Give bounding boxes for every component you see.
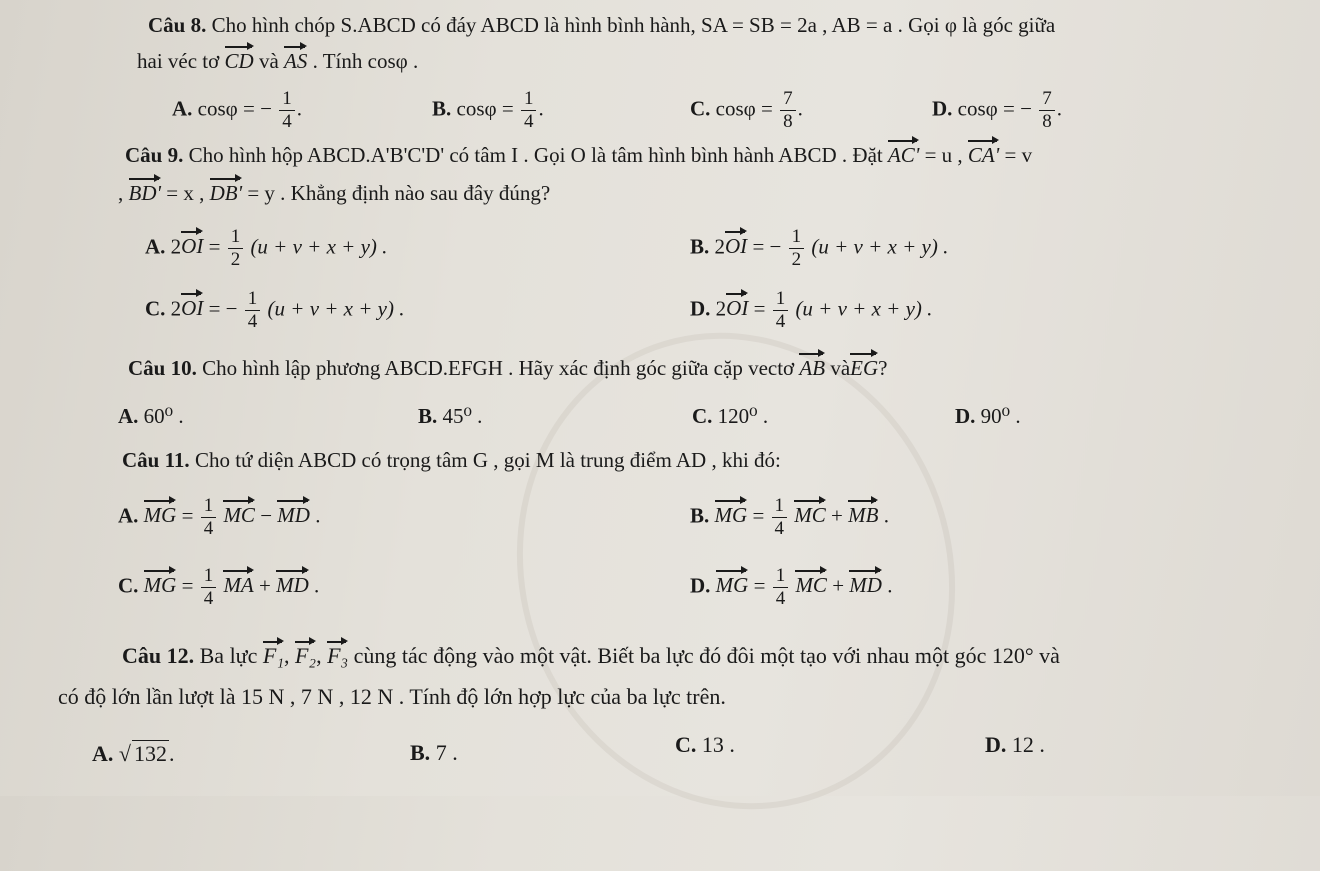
frac-num: 1 (772, 495, 788, 518)
frac-num: 7 (1039, 88, 1055, 111)
q11-option-b-lhs: MG (714, 503, 748, 528)
frac-num: 7 (780, 88, 796, 111)
q12-option-d[interactable] (985, 732, 1045, 758)
q10-vector-eg: EG (850, 356, 879, 380)
q11-option-b-term1: MC (794, 503, 826, 528)
q11-option-c-op: + (259, 573, 271, 598)
q9-option-c-rhs: (u + v + x + y) . (267, 296, 405, 321)
q8-option-c-pre: cosφ = (715, 96, 773, 121)
q11-option-c[interactable] (118, 565, 319, 610)
q9-option-d-rhs: (u + v + x + y) . (795, 296, 933, 321)
q9-option-c-lhs: 2 (170, 296, 182, 321)
q10-option-c[interactable] (692, 403, 768, 429)
q12-option-d-key: D. (985, 732, 1007, 757)
q9-eq-u: = u , (924, 143, 963, 167)
q11-option-d-eq: = (753, 573, 766, 598)
q9-option-d-frac (773, 288, 789, 333)
q10-label: Câu 10. (128, 356, 197, 380)
q8-option-a-pre: cosφ = − (197, 96, 272, 121)
frac-num: 1 (201, 565, 217, 588)
q12-option-b[interactable] (410, 740, 458, 766)
q11-option-d-term1: MC (795, 573, 827, 598)
q10-option-b-key: B. (418, 404, 438, 428)
frac-den: 4 (282, 111, 292, 132)
q8-option-b-key: B. (432, 96, 452, 121)
q10-qmark: ? (878, 356, 888, 380)
q8-option-a[interactable]: A. cosφ = − $\frac{1}{4}$ . (172, 88, 302, 132)
q9-option-a-rhs: (u + v + x + y) . (250, 234, 388, 259)
frac-den: 2 (791, 249, 802, 270)
q9-comma: , (118, 181, 124, 205)
q12-option-b-key: B. (410, 740, 431, 765)
q8-line2 (137, 48, 418, 74)
q9-eq-v: = v (1004, 143, 1033, 167)
q8-option-d[interactable]: D. cosφ = − $\frac{7}{8}$ . (932, 88, 1062, 132)
q11-option-a-term2: MD (277, 503, 310, 528)
q9-option-a-vec: OI (181, 234, 204, 259)
frac-num: 1 (245, 288, 261, 311)
q9-option-c[interactable] (145, 288, 405, 333)
q12-line1: Câu 12. Ba lực F₁, F₂, F₃ cùng tác động vào một vật. Biết ba lực đó đôi một tạo với nhau một góc 120° và (122, 643, 1060, 668)
q8-vector-as: AS (284, 49, 308, 73)
q10-option-b[interactable] (418, 403, 482, 429)
q11-option-a-op: − (260, 503, 273, 528)
q9-option-b[interactable] (690, 226, 948, 271)
q12-option-c-val: 13 . (701, 732, 735, 757)
q12-option-c-key: C. (675, 732, 697, 757)
q10-option-a-key: A. (118, 404, 139, 428)
q9-vector-db: DB' (209, 181, 243, 205)
q10-option-c-val: 120⁰ . (717, 404, 769, 428)
q12-text1-pre: Ba lực (199, 643, 258, 668)
q11-option-b-frac (772, 495, 788, 540)
q8-text2-post: . Tính cosφ . (312, 49, 419, 73)
frac-num: 1 (773, 565, 789, 588)
frac-den: 4 (523, 111, 534, 132)
frac-den: 8 (1042, 111, 1052, 132)
q12-option-c[interactable] (675, 732, 735, 758)
q11-option-c-term1: MA (223, 573, 254, 598)
q12-label: Câu 12. (122, 643, 195, 668)
q12-force-f2: F₂ (294, 643, 317, 668)
q11-line1 (122, 447, 781, 473)
q9-vector-bd: BD' (128, 181, 161, 205)
q12-text2: có độ lớn lần lượt là 15 N , 7 N , 12 N . Tính độ lớn hợp lực của ba lực trên. (58, 684, 726, 709)
frac-num: 1 (279, 88, 295, 111)
q12-text1-post: cùng tác động vào một vật. Biết ba lực đó đôi một tạo với nhau một góc 120° và (353, 643, 1060, 668)
q8-option-b-pre: cosφ = (456, 96, 514, 121)
q11-option-a-lhs: MG (143, 503, 177, 528)
q9-option-a-eq: = (208, 234, 221, 259)
q11-option-d-term2: MD (849, 573, 882, 598)
q9-eq-x: = x , (166, 181, 205, 205)
q9-option-b-rhs: (u + v + x + y) . (811, 234, 949, 259)
q11-option-d-key: D. (690, 573, 711, 598)
q11-option-c-end: . (314, 573, 320, 598)
q9-option-d-vec: OI (726, 296, 749, 321)
q9-option-c-vec: OI (181, 296, 204, 321)
q9-line1 (125, 142, 1032, 168)
q11-option-b-term2: MB (848, 503, 879, 528)
q11-option-b-op: + (831, 503, 843, 528)
q11-option-c-term2: MD (276, 573, 309, 598)
q11-text1: Cho tứ diện ABCD có trọng tâm G , gọi M là trung điểm AD , khi đó: (194, 448, 781, 472)
q8-option-b-frac (521, 88, 537, 133)
q8-option-c-key: C. (690, 96, 711, 121)
q10-option-b-val: 45⁰ . (442, 404, 483, 428)
q12-option-a-val: 132 (133, 741, 167, 766)
q11-option-d-lhs: MG (715, 573, 749, 598)
q11-option-a-eq: = (181, 503, 194, 528)
q9-option-d-lhs: 2 (715, 296, 727, 321)
q11-option-d-frac (773, 565, 789, 610)
q10-option-d-val: 90⁰ . (980, 404, 1021, 428)
q12-line2 (58, 684, 726, 710)
q12-option-a-end: . (168, 741, 175, 766)
q9-option-a-lhs: 2 (170, 234, 182, 259)
q8-option-c-frac (780, 88, 796, 133)
q10-option-a-val: 60⁰ . (143, 404, 184, 428)
q11-option-c-lhs: MG (143, 573, 177, 598)
q11-option-d[interactable] (690, 565, 892, 610)
q8-text2-pre: hai véc tơ (137, 49, 220, 73)
q9-option-b-frac (789, 226, 805, 271)
q9-option-a[interactable] (145, 226, 387, 271)
q12-option-a[interactable]: A. √ 132. (92, 741, 175, 766)
frac-den: 4 (203, 518, 214, 539)
q9-vector-ac: AC' (887, 143, 920, 167)
q8-option-a-key: A. (172, 96, 193, 121)
q10-option-d[interactable] (955, 403, 1021, 429)
q10-option-d-key: D. (955, 404, 976, 428)
q9-option-a-key: A. (145, 234, 166, 259)
q8-label: Câu 8. (148, 13, 207, 37)
q11-option-a-end: . (315, 503, 321, 528)
frac-den: 4 (247, 311, 258, 332)
q9-option-c-frac (245, 288, 261, 333)
q11-option-c-frac (201, 565, 217, 610)
frac-num: 1 (789, 226, 805, 249)
frac-num: 1 (228, 226, 244, 249)
q11-label: Câu 11. (122, 448, 190, 472)
frac-num: 1 (521, 88, 537, 111)
q12-option-d-val: 12 . (1011, 732, 1045, 757)
frac-num: 1 (773, 288, 789, 311)
q9-option-b-eq: = − (752, 234, 782, 259)
q9-option-c-eq: = − (208, 296, 238, 321)
q12-option-a-key: A. (92, 741, 114, 766)
q11-option-a[interactable] (118, 495, 320, 540)
q10-text1: Cho hình lập phương ABCD.EFGH . Hãy xác định góc giữa cặp vectơ (202, 356, 795, 380)
q9-vector-ca: CA' (967, 143, 1000, 167)
q8-text1: Cho hình chóp S.ABCD có đáy ABCD là hình bình hành, SA = SB = 2a , AB = a . Gọi φ là góc giữa (211, 13, 1056, 37)
q10-vector-ab: AB (799, 356, 826, 380)
q9-option-d-eq: = (753, 296, 766, 321)
q9-option-b-key: B. (690, 234, 710, 259)
q8-option-d-frac (1039, 88, 1055, 133)
q11-option-b-key: B. (690, 503, 710, 528)
frac-den: 2 (230, 249, 241, 270)
q9-option-d[interactable] (690, 288, 932, 333)
q9-label: Câu 9. (125, 143, 184, 167)
frac-den: 4 (774, 518, 785, 539)
q9-option-d-key: D. (690, 296, 711, 321)
frac-den: 4 (775, 311, 786, 332)
q9-line2 (118, 180, 550, 206)
q10-option-a[interactable] (118, 403, 184, 429)
q11-option-d-end: . (887, 573, 893, 598)
q12-option-b-val: 7 . (435, 740, 458, 765)
q8-option-b[interactable]: B. cosφ = $\frac{1}{4}$ . (432, 88, 544, 132)
q11-option-a-term1: MC (223, 503, 255, 528)
q8-option-c[interactable]: C. cosφ = $\frac{7}{8}$ . (690, 88, 803, 132)
q9-option-c-key: C. (145, 296, 166, 321)
q11-option-a-frac (201, 495, 217, 540)
q11-option-c-key: C. (118, 573, 139, 598)
q12-force-f3: F₃ (327, 643, 349, 668)
q8-vector-cd: CD (224, 49, 254, 73)
q9-option-b-vec: OI (725, 234, 748, 259)
q12-force-f1: F₁ (262, 643, 284, 668)
q9-eq-y: = y . Khẳng định nào sau đây đúng? (247, 181, 551, 205)
q11-option-b[interactable] (690, 495, 889, 540)
q11-option-d-op: + (832, 573, 845, 598)
frac-den: 8 (783, 111, 793, 132)
q9-text1: Cho hình hộp ABCD.A'B'C'D' có tâm I . Gọi O là tâm hình bình hành ABCD . Đặt (188, 143, 883, 167)
q8-and: và (258, 49, 279, 73)
frac-den: 4 (775, 588, 786, 609)
q8-option-d-pre: cosφ = − (957, 96, 1032, 121)
q11-option-c-eq: = (181, 573, 194, 598)
q10-line1 (128, 355, 887, 381)
q11-option-a-key: A. (118, 503, 139, 528)
q9-option-a-frac (228, 226, 244, 271)
q11-option-b-eq: = (752, 503, 765, 528)
q8-option-a-frac (279, 88, 295, 133)
frac-num: 1 (201, 495, 217, 518)
q9-option-b-lhs: 2 (714, 234, 726, 259)
q8-line1 (148, 12, 1055, 38)
q11-option-b-end: . (883, 503, 889, 528)
q10-and: và (830, 356, 851, 380)
q8-option-d-key: D. (932, 96, 953, 121)
frac-den: 4 (203, 588, 214, 609)
q10-option-c-key: C. (692, 404, 713, 428)
